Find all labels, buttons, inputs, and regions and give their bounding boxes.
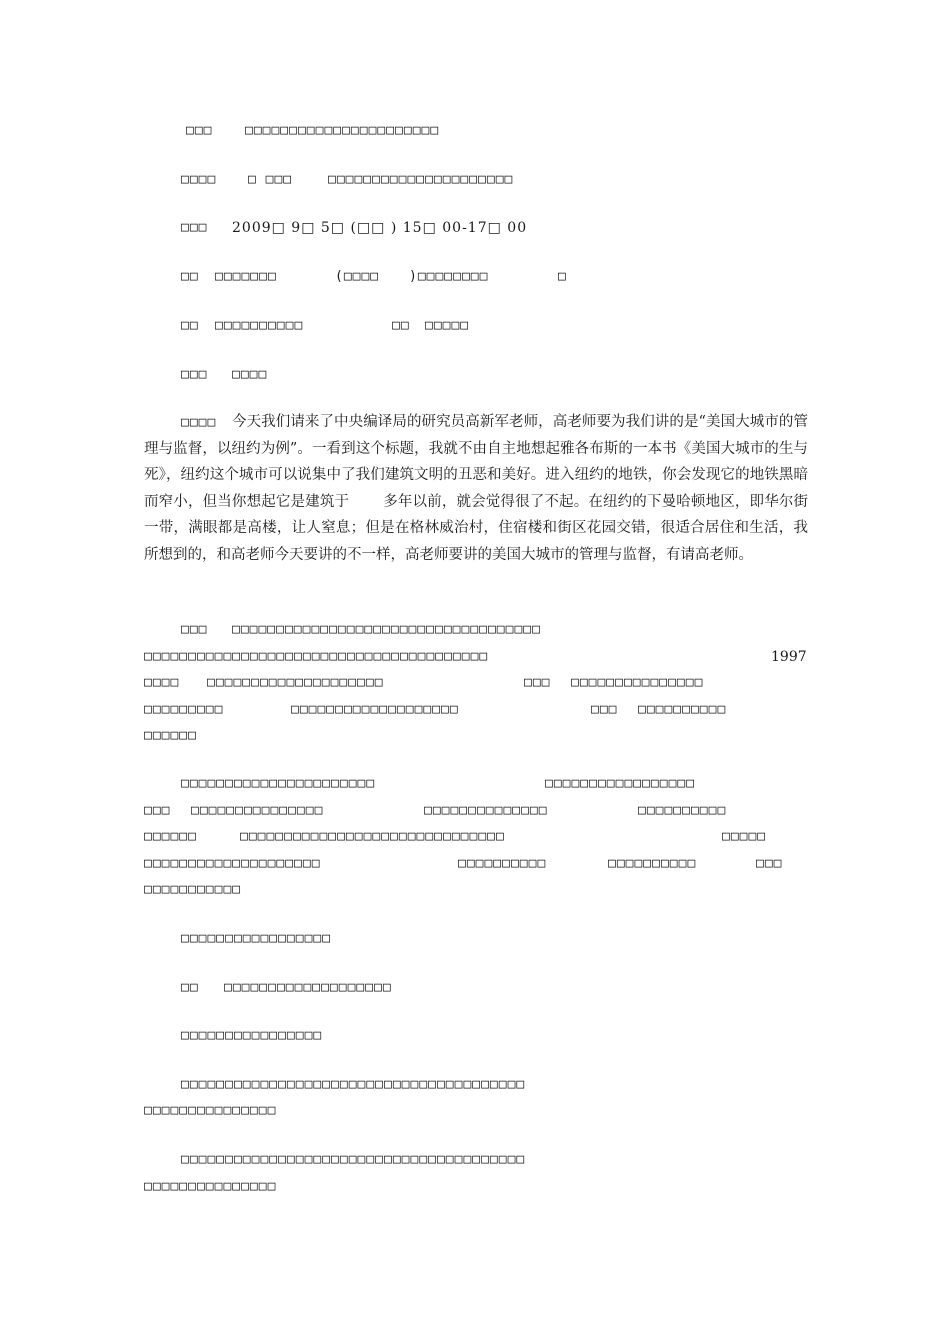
header-value-4a: □□□□□□□ xyxy=(215,269,277,284)
line-a: □□□□□□□□□□□□□□□□□ xyxy=(181,931,332,946)
line-c: □□□□□□□□□□□□□□□□ xyxy=(181,1028,323,1043)
intro-label: □□□□ xyxy=(181,415,217,430)
block1-line3-c: □□□ xyxy=(524,675,551,690)
block2-line2-b: □□□□□□□□□□□□□□□ xyxy=(191,803,324,818)
header-label-5: □□ xyxy=(181,318,199,333)
block2-line2-c: □□□□□□□□□□□□□□ xyxy=(424,803,548,818)
header-value-4b: (□□□□ xyxy=(335,269,380,284)
header-value-5c: □□□□□ xyxy=(425,318,470,333)
block2-line3-c: □□□□□ xyxy=(722,829,767,844)
header-value-5b: □□ xyxy=(392,318,410,333)
block2-line2-a: □□□ xyxy=(144,803,171,818)
block2-line4-a: □□□□□□□□□□□□□□□□□□□□ xyxy=(144,856,321,871)
header-date: 2009□ 9□ 5□ (□□ ) 15□ 00-17□ 00 xyxy=(232,220,528,236)
block1-line4-d: □□□□□□□□□□ xyxy=(638,702,727,717)
block1-line1-label: □□□ xyxy=(181,622,208,637)
block2-line4-b: □□□□□□□□□□ xyxy=(458,856,547,871)
line-b-label: □□ xyxy=(181,980,199,995)
block2-line4-d: □□□ xyxy=(756,856,783,871)
block1-line4-c: □□□ xyxy=(591,702,618,717)
header-label-3: □□□ xyxy=(181,220,208,235)
block2-line3-a: □□□□□□ xyxy=(144,829,197,844)
header-value-1: □□□□□□□□□□□□□□□□□□□□□□ xyxy=(245,123,440,138)
block2-line1-b: □□□□□□□□□□□□□□□□□ xyxy=(545,776,696,791)
para-d-line1: □□□□□□□□□□□□□□□□□□□□□□□□□□□□□□□□□□□□□□□ xyxy=(181,1077,526,1092)
block2-line3-b: □□□□□□□□□□□□□□□□□□□□□□□□□□□□□□ xyxy=(240,829,505,844)
block1-line1-text: □□□□□□□□□□□□□□□□□□□□□□□□□□□□□□□□□□□ xyxy=(232,622,541,637)
block1-line4-b: □□□□□□□□□□□□□□□□□□□ xyxy=(291,702,459,717)
header-value-2a: □ □□□ xyxy=(248,172,293,187)
block1-line4-a: □□□□□□□□□ xyxy=(144,702,224,717)
header-label-4: □□ xyxy=(181,269,199,284)
block1-line5: □□□□□□ xyxy=(144,728,197,743)
para-e-line1: □□□□□□□□□□□□□□□□□□□□□□□□□□□□□□□□□□□□□□□ xyxy=(181,1152,526,1167)
para-e-line2: □□□□□□□□□□□□□□□ xyxy=(144,1179,277,1194)
header-label-1: □□□ xyxy=(186,123,213,138)
block1-line3-a: □□□□ xyxy=(144,675,180,690)
intro-paragraph: 今天我们请来了中央编译局的研究员高新军老师，高老师要为我们讲的是“美国大城市的管理与监督，以纽约为例”。一看到这个标题，我就不由自主地想起雅各布斯的一本书《美国大城市的生与死》，纽约这个城市可以说集中了我们建筑文明的丑恶和美好。进入纽约的地铁，你会发现它的地铁黑暗而窄小，但当你想起它是建筑于 多年以前，就会觉得很了不起。在纽约的下曼哈顿地区，即华尔街一带，满眼都是高楼，让人窒息；但是在格林威治村，住宿楼和街区花园交错，很适合居住和生活，我所想到的，和高老师今天要讲的不一样，高老师要讲的美国大城市的管理与监督，有请高老师。 xyxy=(144,414,808,563)
block1-line3-b: □□□□□□□□□□□□□□□□□□□□ xyxy=(207,675,384,690)
block1-line3-d: □□□□□□□□□□□□□□□ xyxy=(571,675,704,690)
header-value-4c: )□□□□□□□□ xyxy=(409,269,489,284)
header-value-6: □□□□ xyxy=(232,367,268,382)
header-value-2b: □□□□□□□□□□□□□□□□□□□□□ xyxy=(328,172,514,187)
header-label-2: □□□□ xyxy=(181,172,217,187)
block2-line2-d: □□□□□□□□□□ xyxy=(638,803,727,818)
block2-line4-c: □□□□□□□□□□ xyxy=(608,856,697,871)
header-label-6: □□□ xyxy=(181,367,208,382)
para-d-line2: □□□□□□□□□□□□□□□ xyxy=(144,1103,277,1118)
block1-year: 1997 xyxy=(771,649,807,665)
block2-line5: □□□□□□□□□□□ xyxy=(144,882,242,897)
header-value-4d: □ xyxy=(558,269,567,284)
line-b-text: □□□□□□□□□□□□□□□□□□□ xyxy=(224,980,392,995)
block1-line2-text: □□□□□□□□□□□□□□□□□□□□□□□□□□□□□□□□□□□□□□□ xyxy=(144,649,489,664)
block2-line1-a: □□□□□□□□□□□□□□□□□□□□□□ xyxy=(181,776,376,791)
header-value-5a: □□□□□□□□□□ xyxy=(215,318,304,333)
